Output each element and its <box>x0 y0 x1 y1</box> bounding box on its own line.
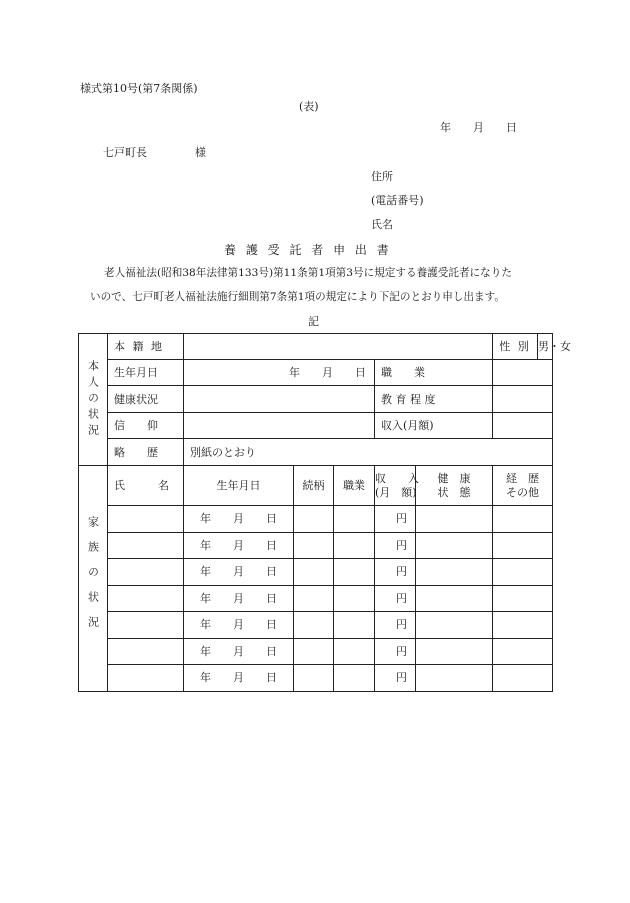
family-name-field[interactable] <box>108 612 184 639</box>
history-label: 略 歴 <box>108 439 184 466</box>
self-row-religion <box>79 413 553 439</box>
honseki-label: 本 籍 地 <box>108 334 184 360</box>
family-birth-field[interactable]: 年 月 日 <box>184 559 294 586</box>
family-history-field[interactable] <box>493 665 553 692</box>
address-label: 住所 <box>371 170 393 183</box>
family-row <box>79 532 553 559</box>
family-job-field[interactable] <box>334 532 375 559</box>
family-name-field[interactable] <box>108 559 184 586</box>
self-row-birth <box>79 360 553 386</box>
family-income-field[interactable]: 円 <box>375 532 416 559</box>
family-header-income-bottom: (月 額) <box>375 485 417 499</box>
family-relation-field[interactable] <box>294 506 334 533</box>
family-header-relation: 続柄 <box>294 466 334 506</box>
family-row <box>79 612 553 639</box>
family-income-field[interactable]: 円 <box>375 559 416 586</box>
honseki-field[interactable] <box>184 334 493 360</box>
family-name-field[interactable] <box>108 665 184 692</box>
addressee-honorific: 様 <box>195 146 206 159</box>
date-line: 年 月 日 <box>440 121 517 134</box>
family-header-income-top: 収 入 <box>375 471 419 485</box>
income-field[interactable] <box>493 413 553 439</box>
family-birth-field[interactable]: 年 月 日 <box>184 638 294 665</box>
family-health-field[interactable] <box>416 506 493 533</box>
family-history-field[interactable] <box>493 585 553 612</box>
family-income-field[interactable]: 円 <box>375 638 416 665</box>
family-row <box>79 585 553 612</box>
self-row-honseki <box>79 334 553 360</box>
body-line-1: 老人福祉法(昭和38年法律第133号)第11条第1項第3号に規定する養護受託者になりた <box>104 267 512 279</box>
family-history-field[interactable] <box>493 559 553 586</box>
family-row <box>79 638 553 665</box>
family-history-field[interactable] <box>493 506 553 533</box>
family-header-income <box>375 466 419 506</box>
side-label: (表) <box>299 100 319 113</box>
ki-label: 記 <box>308 315 319 328</box>
family-health-field[interactable] <box>416 585 493 612</box>
family-header-history-bottom: その他 <box>506 485 540 499</box>
family-row <box>79 506 553 533</box>
family-birth-field[interactable]: 年 月 日 <box>184 612 294 639</box>
name-label: 氏名 <box>371 218 393 231</box>
self-section-label: 本人の状況 <box>79 334 108 466</box>
addressee-mayor: 七戸町長 <box>103 146 147 159</box>
family-header-history-top: 経 歴 <box>506 471 540 485</box>
family-header-name: 氏 名 <box>108 466 184 506</box>
history-field[interactable]: 別紙のとおり <box>184 439 553 466</box>
family-header-history <box>493 466 553 506</box>
job-field[interactable] <box>493 360 553 386</box>
family-health-field[interactable] <box>416 612 493 639</box>
family-job-field[interactable] <box>334 585 375 612</box>
family-birth-field[interactable]: 年 月 日 <box>184 506 294 533</box>
self-row-health <box>79 386 553 413</box>
family-health-field[interactable] <box>416 638 493 665</box>
family-header-health <box>416 466 493 506</box>
family-birth-field[interactable]: 年 月 日 <box>184 665 294 692</box>
family-job-field[interactable] <box>334 559 375 586</box>
health-field[interactable] <box>184 386 375 413</box>
family-health-field[interactable] <box>416 559 493 586</box>
family-header-row <box>79 466 553 506</box>
family-job-field[interactable] <box>334 612 375 639</box>
family-section-label: 家族の状況 <box>79 466 108 692</box>
application-form-table <box>78 333 572 692</box>
family-header-job: 職業 <box>334 466 375 506</box>
family-name-field[interactable] <box>108 638 184 665</box>
family-income-field[interactable]: 円 <box>375 506 416 533</box>
family-relation-field[interactable] <box>294 612 334 639</box>
family-relation-field[interactable] <box>294 638 334 665</box>
family-income-field[interactable]: 円 <box>375 585 416 612</box>
family-name-field[interactable] <box>108 585 184 612</box>
education-label: 教 育 程 度 <box>375 386 493 413</box>
family-health-field[interactable] <box>416 665 493 692</box>
family-history-field[interactable] <box>493 638 553 665</box>
birth-field[interactable]: 年 月 日 <box>184 360 375 386</box>
family-income-field[interactable]: 円 <box>375 665 416 692</box>
family-health-field[interactable] <box>416 532 493 559</box>
family-name-field[interactable] <box>108 506 184 533</box>
family-job-field[interactable] <box>334 665 375 692</box>
family-history-field[interactable] <box>493 532 553 559</box>
self-row-history <box>79 439 553 466</box>
family-relation-field[interactable] <box>294 532 334 559</box>
form-number: 様式第10号(第7条関係) <box>80 82 198 95</box>
family-birth-field[interactable]: 年 月 日 <box>184 532 294 559</box>
family-relation-field[interactable] <box>294 665 334 692</box>
religion-field[interactable] <box>184 413 375 439</box>
family-row <box>79 559 553 586</box>
family-income-field[interactable]: 円 <box>375 612 416 639</box>
birth-label: 生年月日 <box>108 360 184 386</box>
family-row <box>79 665 553 692</box>
family-name-field[interactable] <box>108 532 184 559</box>
family-relation-field[interactable] <box>294 559 334 586</box>
religion-label: 信 仰 <box>108 413 184 439</box>
income-label: 収入(月額) <box>375 413 493 439</box>
family-job-field[interactable] <box>334 638 375 665</box>
education-field[interactable] <box>493 386 553 413</box>
family-header-birth: 生年月日 <box>184 466 294 506</box>
family-history-field[interactable] <box>493 612 553 639</box>
family-birth-field[interactable]: 年 月 日 <box>184 585 294 612</box>
family-job-field[interactable] <box>334 506 375 533</box>
sex-label: 性 別 <box>493 334 538 360</box>
body-line-2: いので、七戸町老人福祉法施行細則第7条第1項の規定により下記のとおり申し出ます。 <box>90 291 505 303</box>
sex-options[interactable]: 男・女 <box>538 334 553 360</box>
phone-label: (電話番号) <box>371 194 424 207</box>
job-label: 職 業 <box>375 360 493 386</box>
family-relation-field[interactable] <box>294 585 334 612</box>
family-header-health-top: 健 康 <box>437 471 471 485</box>
family-header-health-bottom: 状 態 <box>437 485 471 499</box>
health-label: 健康状況 <box>108 386 184 413</box>
document-title: 養 護 受 託 者 申 出 書 <box>224 243 392 257</box>
